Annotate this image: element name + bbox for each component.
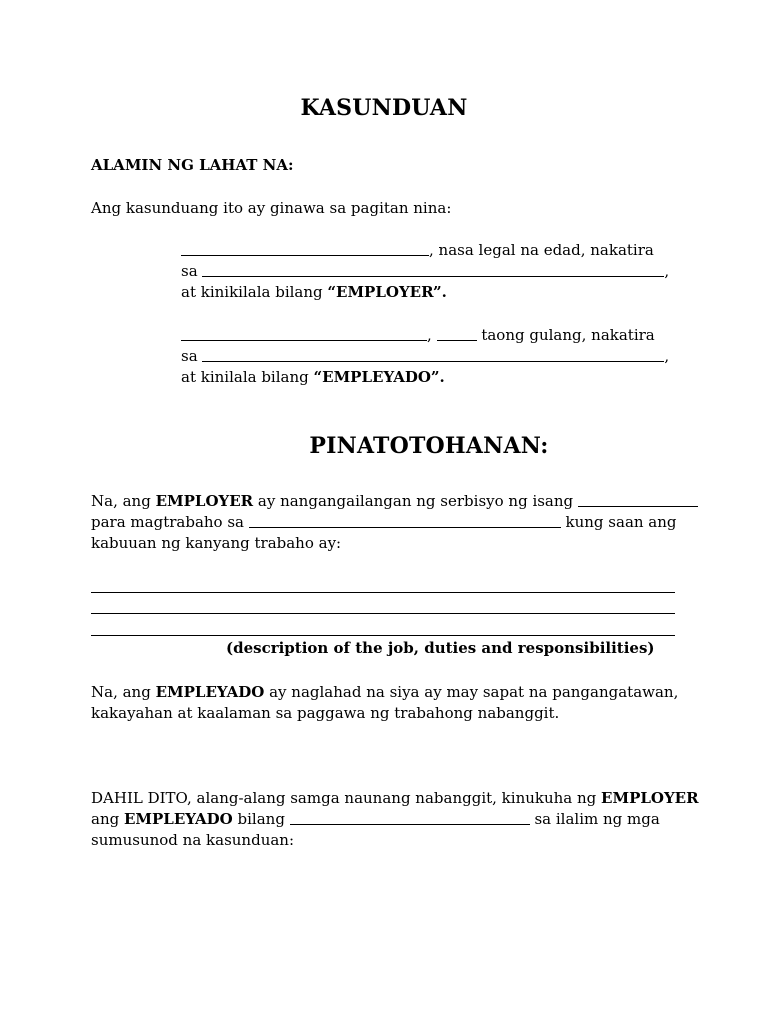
job-description-line-2[interactable] bbox=[91, 613, 675, 614]
employee-paragraph bbox=[91, 682, 678, 724]
party2-name-blank[interactable] bbox=[181, 339, 427, 341]
party2-line3 bbox=[181, 367, 669, 388]
party2-age-blank[interactable] bbox=[437, 339, 477, 341]
position-blank[interactable] bbox=[578, 505, 698, 507]
hiring-paragraph bbox=[91, 788, 699, 851]
party1-line1 bbox=[181, 240, 669, 261]
party2-role: “EMPLEYADO”. bbox=[313, 368, 445, 386]
workplace-blank[interactable] bbox=[249, 526, 561, 528]
para1-text-a: Na, ang bbox=[91, 492, 156, 510]
para1-text-c: ay nangangailangan ng serbisyo ng isang bbox=[253, 492, 578, 510]
party2-comma1: , bbox=[427, 326, 432, 344]
para1-line2 bbox=[91, 512, 698, 533]
para2-line2: kakayahan at kaalaman sa paggawa ng trabahong nabanggit. bbox=[91, 704, 560, 722]
para2-empleyado: EMPLEYADO bbox=[155, 683, 265, 701]
para3-text-l2a: ang bbox=[91, 810, 124, 828]
party1-age-text: , nasa legal na edad, nakatira bbox=[429, 241, 654, 259]
party1-block bbox=[181, 240, 669, 303]
party2-line1 bbox=[181, 325, 669, 346]
para1-line3: kabuuan ng kanyang trabaho ay: bbox=[91, 534, 342, 552]
party1-line2 bbox=[181, 261, 669, 282]
party1-comma: , bbox=[664, 262, 670, 280]
para1-text-l2a: para magtrabaho sa bbox=[91, 513, 249, 531]
para3-text-l2d: sa ilalim ng mga bbox=[529, 810, 660, 828]
party2-sa-label: sa bbox=[181, 347, 198, 365]
para3-line3: sumusunod na kasunduan: bbox=[91, 831, 295, 849]
party1-known-as: at kinikilala bilang bbox=[181, 283, 328, 301]
para3-text-a: DAHIL DITO, alang-alang samga naunang nabanggit, kinukuha ng bbox=[91, 789, 602, 807]
party1-sa-label: sa bbox=[181, 262, 198, 280]
party1-name-blank[interactable] bbox=[181, 254, 429, 256]
document-title: KASUNDUAN bbox=[300, 95, 468, 121]
alamin-heading: ALAMIN NG LAHAT NA: bbox=[91, 156, 294, 174]
party1-role: “EMPLOYER”. bbox=[327, 283, 447, 301]
party2-line2 bbox=[181, 346, 669, 367]
party2-block bbox=[181, 325, 669, 388]
para1-text-l2b: kung saan ang bbox=[560, 513, 677, 531]
party2-address-blank[interactable] bbox=[202, 360, 664, 362]
para3-line2 bbox=[91, 809, 699, 830]
para3-line1 bbox=[91, 788, 699, 809]
employer-paragraph bbox=[91, 491, 698, 554]
para2-line1 bbox=[91, 682, 678, 703]
party1-address-blank[interactable] bbox=[202, 275, 664, 277]
para3-text-l2c: bilang bbox=[232, 810, 290, 828]
para1-line1 bbox=[91, 491, 698, 512]
para1-employer: EMPLOYER bbox=[155, 492, 254, 510]
party1-line3 bbox=[181, 282, 669, 303]
party2-known-as: at kinilala bilang bbox=[181, 368, 314, 386]
job-title-blank[interactable] bbox=[290, 823, 530, 825]
party2-age-text: taong gulang, nakatira bbox=[476, 326, 655, 344]
job-description-line-3[interactable] bbox=[91, 635, 675, 636]
intro-text: Ang kasunduang ito ay ginawa sa pagitan nina: bbox=[91, 199, 452, 217]
para3-employer: EMPLOYER bbox=[601, 789, 699, 807]
para2-text-a: Na, ang bbox=[91, 683, 156, 701]
party2-comma2: , bbox=[664, 347, 670, 365]
para3-empleyado: EMPLEYADO bbox=[123, 810, 233, 828]
job-description-caption: (description of the job, duties and responsibilities) bbox=[226, 639, 655, 657]
para2-text-c: ay naglahad na siya ay may sapat na pangangatawan, bbox=[264, 683, 679, 701]
job-description-line-1[interactable] bbox=[91, 592, 675, 593]
pinatotohanan-heading: PINATOTOHANAN: bbox=[309, 433, 549, 459]
